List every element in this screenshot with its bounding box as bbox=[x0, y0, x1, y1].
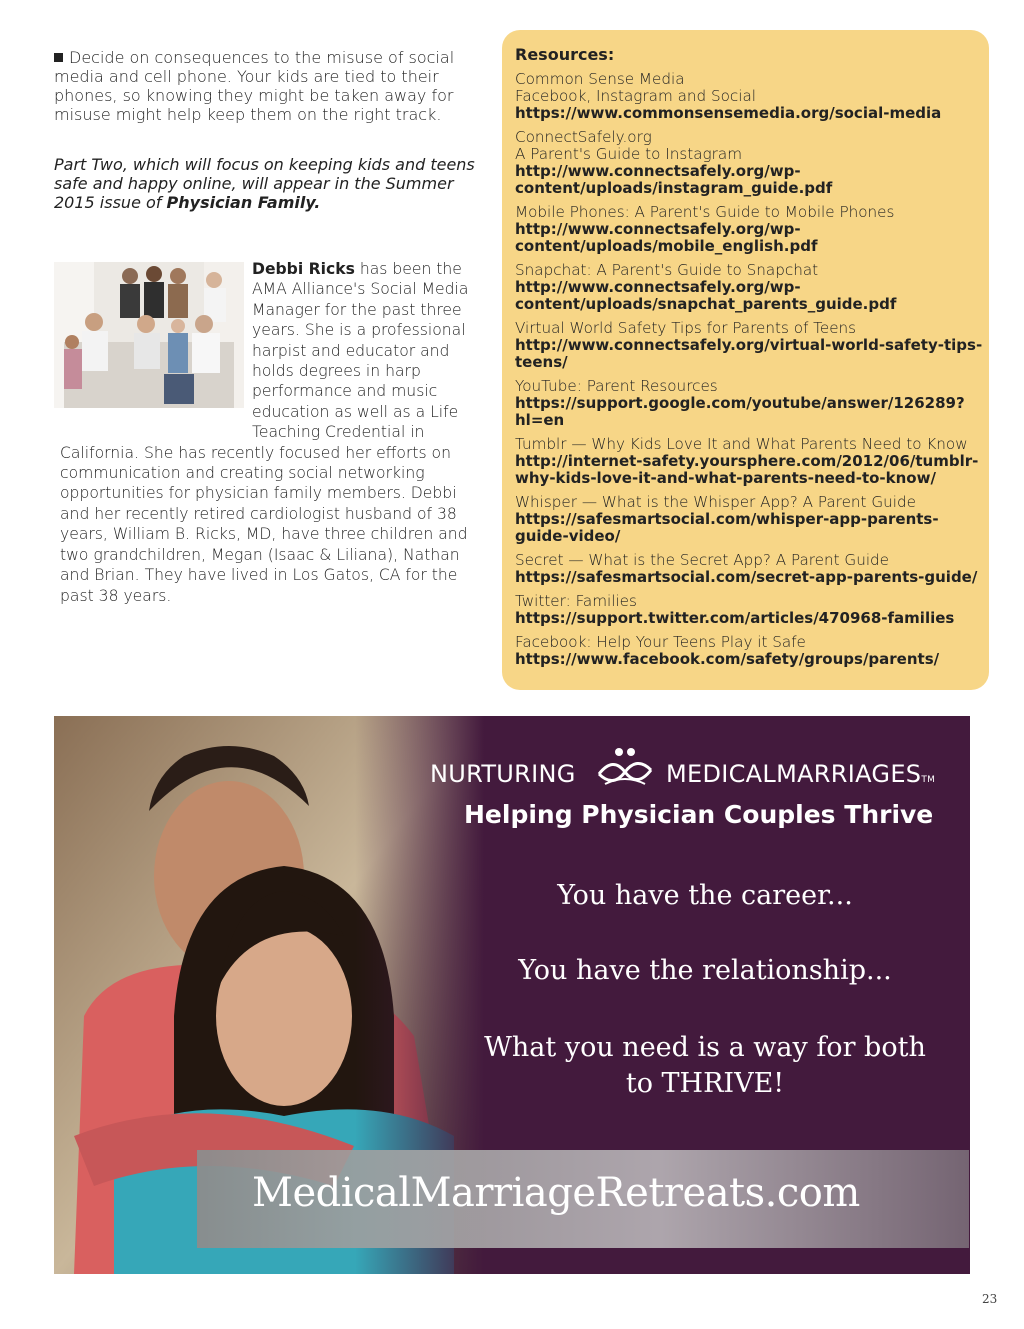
resource-label: Snapchat: A Parent's Guide to Snapchat bbox=[515, 261, 819, 279]
resource-label: Mobile Phones: A Parent's Guide to Mobile Phones bbox=[515, 203, 895, 221]
trademark: TM bbox=[921, 775, 936, 785]
ad-line-1: You have the career... bbox=[557, 880, 853, 911]
resources-heading: Resources: bbox=[515, 45, 615, 64]
brand-name bbox=[430, 756, 970, 796]
resource-link[interactable]: http://internet-safety.yoursphere.com/2012/06/tumblr-why-kids-love-it-and-what-parents-need-to-know/ bbox=[515, 452, 979, 487]
brand-left: NURTURING bbox=[430, 760, 576, 788]
resource-item bbox=[515, 129, 985, 197]
part-two-note bbox=[54, 155, 494, 212]
resource-item bbox=[515, 494, 985, 545]
resources-list bbox=[515, 71, 985, 668]
ad-tagline: Helping Physician Couples Thrive bbox=[464, 800, 934, 829]
resource-item bbox=[515, 320, 985, 371]
page-number: 23 bbox=[982, 1292, 998, 1306]
ad-line-3: What you need is a way for both to THRIVE! bbox=[484, 1032, 926, 1099]
author-name: Debbi Ricks bbox=[252, 260, 355, 278]
resource-item bbox=[515, 634, 985, 668]
resource-item bbox=[515, 436, 985, 487]
publication-name: Physician Family. bbox=[166, 193, 321, 212]
resource-label: Common Sense Media Facebook, Instagram and Social bbox=[515, 70, 757, 105]
resource-label: Whisper — What is the Whisper App? A Parent Guide bbox=[515, 493, 916, 511]
ad-line-2: You have the relationship... bbox=[518, 955, 892, 986]
resource-link[interactable]: http://www.connectsafely.org/wp-content/uploads/mobile_english.pdf bbox=[515, 220, 818, 255]
bullet-text: Decide on consequences to the misuse of social media and cell phone. Your kids are tied to their phones, so knowing they might be taken away for misuse might help keep them on the right track. bbox=[54, 48, 455, 124]
resource-link[interactable]: http://www.connectsafely.org/wp-content/uploads/snapchat_parents_guide.pdf bbox=[515, 278, 897, 313]
resource-item bbox=[515, 593, 985, 627]
resource-link[interactable]: https://www.commonsensemedia.org/social-media bbox=[515, 104, 942, 122]
part-two-text: Part Two, which will focus on keeping kids and teens safe and happy online, will appear in the Summer 2015 issue of bbox=[54, 155, 475, 212]
resource-link[interactable]: http://www.connectsafely.org/virtual-world-safety-tips-teens/ bbox=[515, 336, 983, 371]
resource-link[interactable]: https://safesmartsocial.com/secret-app-parents-guide/ bbox=[515, 568, 978, 586]
resource-link[interactable]: https://safesmartsocial.com/whisper-app-parents-guide-video/ bbox=[515, 510, 939, 545]
resource-link[interactable]: https://www.facebook.com/safety/groups/parents/ bbox=[515, 650, 940, 668]
resource-label: Facebook: Help Your Teens Play it Safe bbox=[515, 633, 806, 651]
resource-label: ConnectSafely.org A Parent's Guide to Instagram bbox=[515, 128, 742, 163]
resource-item bbox=[515, 262, 985, 313]
square-bullet-icon bbox=[54, 53, 63, 62]
resource-item bbox=[515, 71, 985, 122]
bio-text: has been the AMA Alliance's Social Media Manager for the past three years. She is a professional harpist and educator and holds degrees in harp performance and music education as well as a Life Teaching Credential in California. She has recently focused her efforts on communication and creating social networking opportunities for physician family members. Debbi and her recently retired cardiologist husband of 38 years, William B. Ricks, MD, have three children and two grandchildren, Megan (Isaac & Liliana), Nathan and Brian. They have lived in Los Gatos, CA for the past 38 years. bbox=[60, 260, 469, 605]
resource-label: Virtual World Safety Tips for Parents of Teens bbox=[515, 319, 857, 337]
resource-label: Secret — What is the Secret App? A Parent Guide bbox=[515, 551, 890, 569]
author-bio bbox=[60, 259, 480, 606]
resource-label: Twitter: Families bbox=[515, 592, 637, 610]
brand-right bbox=[666, 760, 935, 788]
resources-box bbox=[502, 30, 989, 690]
resource-item bbox=[515, 552, 985, 586]
resource-item bbox=[515, 204, 985, 255]
ad-website[interactable]: MedicalMarriageRetreats.com bbox=[252, 1170, 860, 1216]
brand-right-text: MEDICALMARRIAGES bbox=[666, 760, 922, 788]
bullet-paragraph bbox=[54, 48, 494, 124]
resource-link[interactable]: https://support.twitter.com/articles/470968-families bbox=[515, 609, 955, 627]
resource-link[interactable]: http://www.connectsafely.org/wp-content/uploads/instagram_guide.pdf bbox=[515, 162, 833, 197]
resource-label: YouTube: Parent Resources bbox=[515, 377, 718, 395]
resource-item bbox=[515, 378, 985, 429]
resource-label: Tumblr — Why Kids Love It and What Parents Need to Know bbox=[515, 435, 968, 453]
resource-link[interactable]: https://support.google.com/youtube/answer/126289?hl=en bbox=[515, 394, 965, 429]
